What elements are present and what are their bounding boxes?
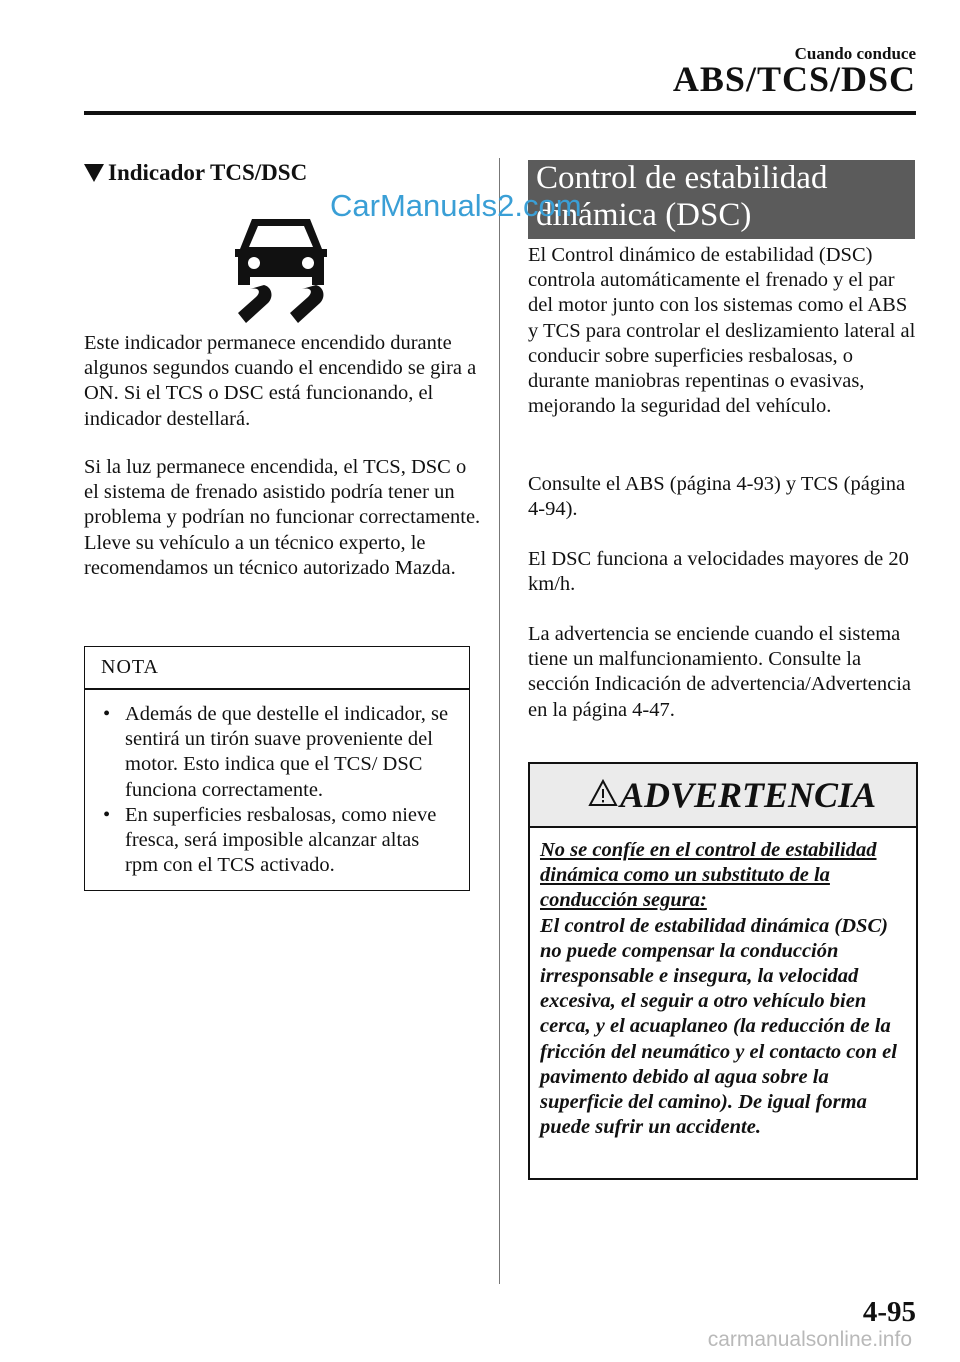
nota-title: NOTA: [101, 656, 159, 678]
section-heading-text: Indicador TCS/DSC: [108, 160, 308, 185]
nota-item-text: En superficies resbalosas, como nieve fresca, será imposible alcanzar altas rpm con el TCS activado.: [125, 803, 437, 877]
warning-title: ADVERTENCIA: [620, 775, 877, 815]
indicator-paragraph-1: Este indicador permanece encendido durante algunos segundos cuando el encendido se gira a ON. Si el TCS o DSC está funcionando, el indicador destellará.: [84, 332, 477, 430]
header-rule: [84, 111, 916, 115]
dsc-paragraph-3: El DSC funciona a velocidades mayores de 20 km/h.: [528, 548, 909, 596]
nota-item: [101, 803, 457, 879]
warning-triangle-icon: [588, 778, 618, 808]
nota-box: [84, 646, 470, 891]
nota-bullet: •: [103, 803, 111, 826]
nota-bullet: •: [103, 703, 111, 725]
dsc-paragraph-2: Consulte el ABS (página 4-93) y TCS (página 4-94).: [528, 473, 906, 521]
tcs-dsc-indicator-icon: [228, 209, 334, 329]
triangle-bullet-icon: [84, 164, 104, 182]
watermark: CarManuals2.com: [330, 188, 582, 223]
dsc-paragraph-1: El Control dinámico de estabilidad (DSC) controla automáticamente el frenado y el par del motor junto con los sistemas como el ABS y TCS para controlar el deslizamiento lateral al conducir sobre superficies resbalosas, o durante maniobras repentinas o evasivas, mejorando la seguridad del vehículo.: [528, 244, 916, 418]
dsc-paragraph-4: La advertencia se enciende cuando el sistema tiene un malfuncionamiento. Consulte la sección Indicación de advertencia/Advertencia en la página 4-47.: [528, 623, 912, 721]
warning-text: El control de estabilidad dinámica (DSC) no puede compensar la conducción irresponsable e insegura, la velocidad excesiva, el seguir a otro vehículo bien cerca, y el acuaplaneo (la reducción de la fricción del neumático y el contacto con el pavimento debido al agua sobre la superficie del camino). De igual forma puede sufrir un accidente.: [540, 914, 897, 1139]
section-heading: [84, 160, 307, 186]
warning-header: [530, 764, 916, 828]
nota-list: [101, 702, 457, 878]
nota-divider: [85, 688, 469, 690]
warning-box: [528, 762, 918, 1180]
column-divider: [499, 158, 500, 1284]
nota-item-text: Además de que destelle el indicador, se sentirá un tirón suave proveniente del motor. Esto indica que el TCS/ DSC funciona correctamente.: [125, 703, 449, 801]
footer-site: carmanualsonline.info: [707, 1328, 912, 1351]
page-number: 4-95: [862, 1296, 916, 1328]
indicator-paragraph-2: Si la luz permanece encendida, el TCS, DSC o el sistema de frenado asistido podría tener un problema y podrían no funcionar correctamente. Lleve su vehículo a un técnico experto, le recomendamos un técnico autorizado Mazda.: [84, 456, 481, 579]
nota-item: [101, 702, 457, 803]
dsc-section-title: Control de estabilidad dinámica (DSC): [536, 160, 828, 233]
header-title: ABS/TCS/DSC: [672, 59, 916, 99]
header-section: Cuando conduce: [794, 44, 916, 63]
warning-body: [540, 838, 912, 1140]
warning-underlined-text: No se confíe en el control de estabilidad dinámica como un substituto de la conducción segura:: [540, 839, 877, 912]
